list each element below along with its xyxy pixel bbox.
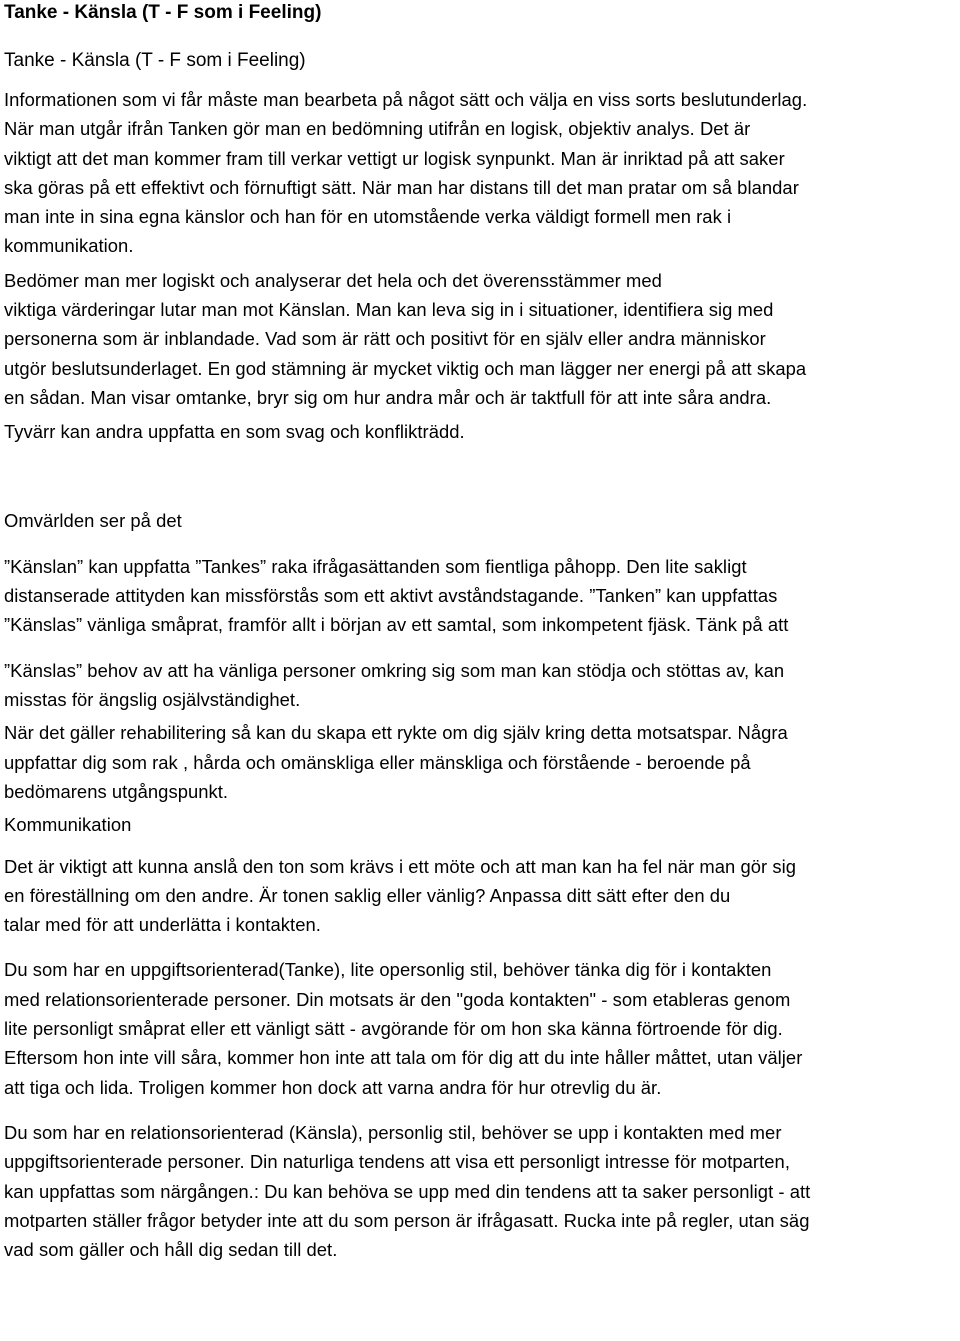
text-line: ”Känslas” behov av att ha vänliga personer omkring sig som man kan stödja och stöttas av, kan <box>4 659 785 681</box>
text-line: talar med för att underlätta i kontakten. <box>4 914 321 936</box>
text-line: ska göras på ett effektivt och förnuftigt sätt. När man har distans till det man pratar om så blandar <box>4 176 799 198</box>
text-line: När man utgår ifrån Tanken gör man en bedömning utifrån en logisk, objektiv analys. Det är <box>4 118 751 140</box>
text-line: Bedömer man mer logiskt och analyserar det hela och det överensstämmer med <box>4 269 662 291</box>
paragraph-task-oriented <box>4 955 956 1101</box>
text-line: Tyvärr kan andra uppfatta en som svag och konflikträdd. <box>4 421 465 443</box>
text-line: viktiga värderingar lutar man mot Känslan. Man kan leva sig in i situationer, identifiera sig med <box>4 299 774 321</box>
text-line: misstas för ängslig osjälvständighet. <box>4 689 301 711</box>
section-heading-perception: Omvärlden ser på det <box>4 509 182 531</box>
text-line: bedömarens utgångspunkt. <box>4 780 229 802</box>
text-line: Informationen som vi får måste man bearbeta på något sätt och välja en viss sorts beslutunderlag. <box>4 89 808 110</box>
text-line: en föreställning om den andre. Är tonen saklig eller vänlig? Anpassa ditt sätt efter den du <box>4 884 731 906</box>
text-line: Du som har en uppgiftsorienterad(Tanke), lite opersonlig stil, behöver tänka dig för i kontakten <box>4 959 772 981</box>
text-line: personerna som är inblandade. Vad som är rätt och positivt för en själv eller andra människor <box>4 328 766 350</box>
text-line: kommunikation. <box>4 235 134 257</box>
text-line: ”Känslas” vänliga småprat, framför allt i början av ett samtal, som inkompetent fjäsk. Tänk på att <box>4 614 789 636</box>
document-title: Tanke - Känsla (T - F som i Feeling) <box>4 2 322 23</box>
text-line: Det är viktigt att kunna anslå den ton som krävs i ett möte och att man kan ha fel när man gör sig <box>4 855 797 877</box>
text-line: lite personligt småprat eller ett vänligt sätt - avgörande för om hon ska känna förtroende för dig. <box>4 1018 783 1040</box>
paragraph-feeling-intro <box>4 266 956 412</box>
paragraph-weakness <box>4 417 956 446</box>
text-line: Eftersom hon inte vill såra, kommer hon inte att tala om för dig att du inte håller måttet, utan väljer <box>4 1047 803 1069</box>
text-line: utgör beslutsunderlaget. En god stämning är mycket viktig och man lägger ner energi på att skapa <box>4 357 807 379</box>
text-line: viktigt att det man kommer fram till verkar vettigt ur logisk synpunkt. Man är inriktad på att saker <box>4 147 785 169</box>
paragraph-rehabilitation <box>4 718 956 806</box>
text-line: ”Känslan” kan uppfatta ”Tankes” raka ifrågasättanden som fientliga påhopp. Den lite sakligt <box>4 555 747 577</box>
text-line: en sådan. Man visar omtanke, bryr sig om hur andra mår och är taktfull för att inte såra andra. <box>4 386 772 408</box>
text-line: motparten ställer frågor betyder inte att du som person är ifrågasatt. Rucka inte på regler, utan säg <box>4 1209 810 1231</box>
paragraph-thinking-intro <box>4 85 956 261</box>
section-heading-communication: Kommunikation <box>4 814 132 836</box>
paragraph-perception <box>4 552 956 640</box>
paragraph-feeling-needs <box>4 656 956 715</box>
text-line: uppfattar dig som rak , hårda och omänskliga eller mänskliga och förstående - beroende på <box>4 751 751 773</box>
paragraph-tone <box>4 852 956 940</box>
text-line: uppgiftsorienterade personer. Din naturliga tendens att visa ett personligt intresse för motparten, <box>4 1151 790 1173</box>
paragraph-relation-oriented <box>4 1118 956 1264</box>
document-page <box>0 1 960 1341</box>
text-line: distanserade attityden kan missförstås som ett aktivt avståndstagande. ”Tanken” kan uppfattas <box>4 585 778 607</box>
text-line: vad som gäller och håll dig sedan till det. <box>4 1239 338 1261</box>
text-line: När det gäller rehabilitering så kan du skapa ett rykte om dig själv kring detta motsatspar. Några <box>4 722 788 744</box>
document-subtitle: Tanke - Känsla (T - F som i Feeling) <box>4 50 306 71</box>
text-line: kan uppfattas som närgången.: Du kan behöva se upp med din tendens att ta saker personligt - att <box>4 1180 811 1202</box>
text-line: man inte in sina egna känslor och han för en utomstående verka väldigt formell men rak i <box>4 206 732 228</box>
text-line: att tiga och lida. Troligen kommer hon dock att varna andra för hur otrevlig du är. <box>4 1076 662 1098</box>
text-line: Du som har en relationsorienterad (Känsla), personlig stil, behöver se upp i kontakten med mer <box>4 1121 782 1143</box>
text-line: med relationsorienterade personer. Din motsats är den "goda kontakten" - som etableras genom <box>4 988 791 1010</box>
